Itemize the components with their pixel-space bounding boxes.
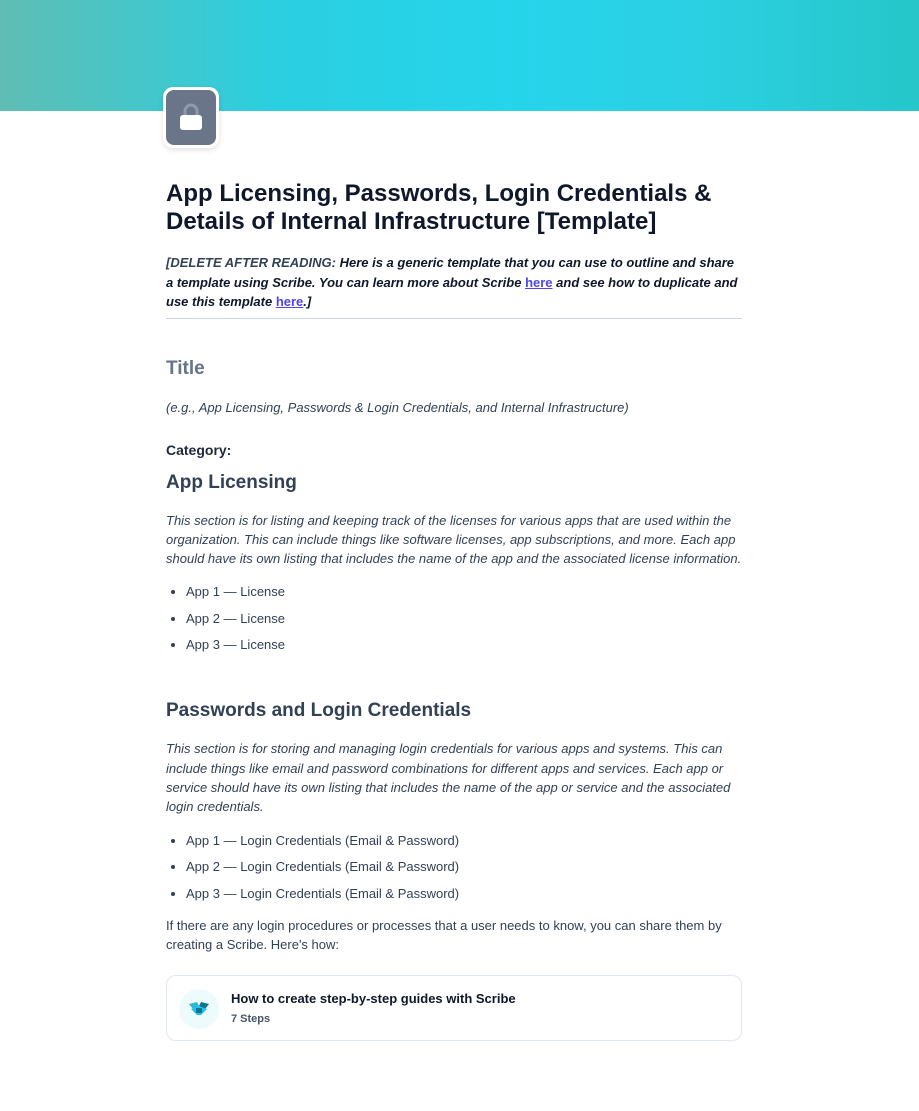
list-item: • App 1 — License [186, 584, 742, 600]
category-label: Category: [166, 441, 232, 458]
scribe-card-steps: 7 Steps [231, 1012, 271, 1025]
login-procedures-note: If there are any login procedures or processes that a user needs to know, you can share them by creating a Scribe. Here's how: [166, 917, 722, 953]
passwords-description: This section is for storing and managing login credentials for various apps and systems. This can include things like email and password combinations for different apps and services. Each app or service should have its own listing that includes the name of the app or service and the associated login credentials. [166, 741, 731, 815]
scribe-card-title[interactable]: How to create step-by-step guides with Scribe [231, 990, 516, 1006]
intro-note [166, 253, 742, 312]
intro-end: .] [303, 294, 312, 309]
intro-text-2: and see how to duplicate and use this template [166, 274, 738, 309]
cover-banner [0, 0, 919, 111]
scribe-embed-card[interactable] [166, 975, 742, 1041]
lock-icon [178, 103, 204, 131]
page-title: App Licensing, Passwords, Login Credentials & Details of Internal Infrastructure [Template] [166, 180, 712, 235]
app-licensing-list [166, 584, 742, 653]
scribe-logo [179, 989, 219, 1029]
intro-lead: [DELETE AFTER READING: [166, 255, 336, 270]
list-item: • App 2 — Login Credentials (Email & Password) [186, 859, 742, 875]
app-licensing-description: This section is for listing and keeping track of the licenses for various apps that are used within the organization. This can include things like software licenses, app subscriptions, and more. Each app should have its own listing that includes the name of the app and the associated license information. [166, 512, 742, 567]
list-item: • App 2 — License [186, 611, 742, 627]
scribe-logo-icon [187, 1000, 211, 1018]
divider [166, 318, 742, 319]
passwords-list [166, 833, 742, 902]
learn-more-link[interactable]: here [525, 274, 553, 290]
document-body [166, 180, 742, 1041]
duplicate-template-link[interactable]: here [275, 294, 304, 309]
list-item: • App 3 — License [186, 637, 742, 653]
list-item: • App 1 — Login Credentials (Email & Password) [186, 833, 742, 849]
app-licensing-heading: App Licensing [166, 471, 297, 493]
title-heading: Title [166, 357, 205, 379]
intro-text-1: Here is a generic template that you can use to outline and share a template using Scribe. You can learn more about Scribe [166, 255, 735, 290]
list-item: • App 3 — Login Credentials (Email & Password) [186, 886, 742, 902]
passwords-heading: Passwords and Login Credentials [166, 700, 472, 722]
title-example: (e.g., App Licensing, Passwords & Login Credentials, and Internal Infrastructure) [166, 399, 629, 415]
lock-icon-tile [166, 90, 216, 145]
page-icon [163, 87, 219, 148]
